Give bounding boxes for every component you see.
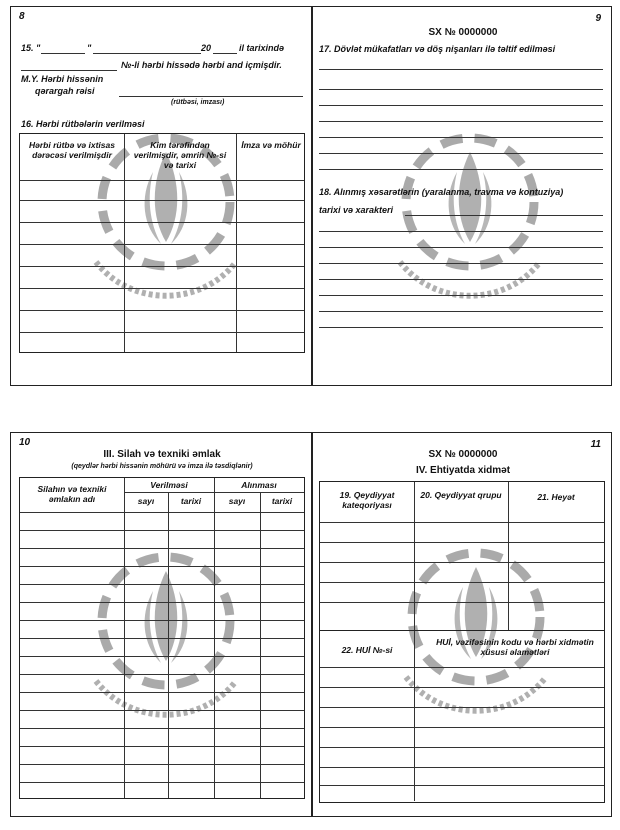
- col-given-header: Verilməsi: [150, 480, 188, 490]
- reserve-table-bottom: [319, 631, 605, 803]
- col-weapon-name-header: Silahın və texniki əmlakın adı: [37, 484, 107, 504]
- my-label: M.Y. Hərbi hissənin: [21, 74, 104, 84]
- state-emblem-watermark: [385, 122, 555, 312]
- oath-date-close: ": [87, 43, 92, 53]
- col-rank-header: Hərbi rütbə və ixtisas dərəcəsi verilmişdir: [29, 140, 115, 160]
- section-18-heading: 18. Alınmış xəsarətlərin (yaralanma, travma və kontuziya): [319, 187, 564, 197]
- col-20-header: 20. Qeydiyyat qrupu: [420, 490, 502, 500]
- section-3-subtitle: (qeydlər hərbi hissənin möhürü və imza ilə təsdiqlənir): [71, 463, 253, 470]
- page-8: [10, 6, 312, 386]
- unit-number-line: [21, 70, 117, 71]
- col-23-header: HUİ, vəzifəsinin kodu və hərbi xidmətin xüsusi əlamətləri: [436, 637, 594, 657]
- weapons-table: [19, 477, 305, 799]
- col-21-header: 21. Heyət: [537, 492, 575, 502]
- oath-month-line: [93, 53, 201, 54]
- oath-year-line: [213, 53, 237, 54]
- taken-date-header: tarixi: [271, 496, 293, 506]
- page-number: 8: [19, 11, 25, 22]
- page-number: 11: [590, 439, 601, 450]
- page-10: [10, 432, 312, 817]
- section-4-title: IV. Ehtiyatda xidmət: [415, 465, 511, 476]
- col-signature-header: İmza və möhür: [241, 140, 301, 150]
- section-3-title: III. Silah və texniki əmlak: [103, 449, 221, 460]
- signature-line: [119, 96, 303, 97]
- serial-number: SX № 0000000: [428, 449, 498, 460]
- page-number: 10: [19, 437, 31, 448]
- col-issuer-header: Kim tərəfindən verilmişdir, əmrin №-si və tarixi: [133, 140, 227, 170]
- col-taken-header: Alınması: [241, 480, 277, 490]
- page-9: [312, 6, 612, 386]
- oath-date-open: 15. ": [21, 43, 41, 53]
- oath-day-line: [41, 53, 85, 54]
- ranks-table: [19, 133, 305, 353]
- serial-number: SX № 0000000: [428, 27, 498, 38]
- oath-unit-text: №-li hərbi hissədə hərbi and içmişdir.: [121, 60, 282, 70]
- oath-date-suffix: il tarixində: [239, 43, 285, 53]
- signature-caption: (rütbəsi, imzası): [171, 99, 225, 106]
- given-count-header: sayı: [137, 496, 155, 506]
- page-11: [312, 432, 612, 817]
- my-label-2: qərargah rəisi: [35, 86, 95, 96]
- col-19-header: 19. Qeydiyyat kateqoriyası: [339, 490, 395, 510]
- reserve-table-top: [319, 481, 605, 631]
- col-22-header: 22. HUİ №-si: [341, 645, 393, 655]
- oath-year-prefix: 20: [201, 43, 212, 53]
- given-date-header: tarixi: [180, 496, 202, 506]
- taken-count-header: sayı: [228, 496, 246, 506]
- section-16-heading: 16. Hərbi rütbələrin verilməsi: [21, 119, 145, 129]
- page-number: 9: [595, 13, 601, 24]
- section-17-heading: 17. Dövlət mükafatları və döş nişanları ilə təltif edilməsi: [319, 44, 556, 54]
- section-18-heading-2: tarixi və xarakteri: [319, 205, 394, 215]
